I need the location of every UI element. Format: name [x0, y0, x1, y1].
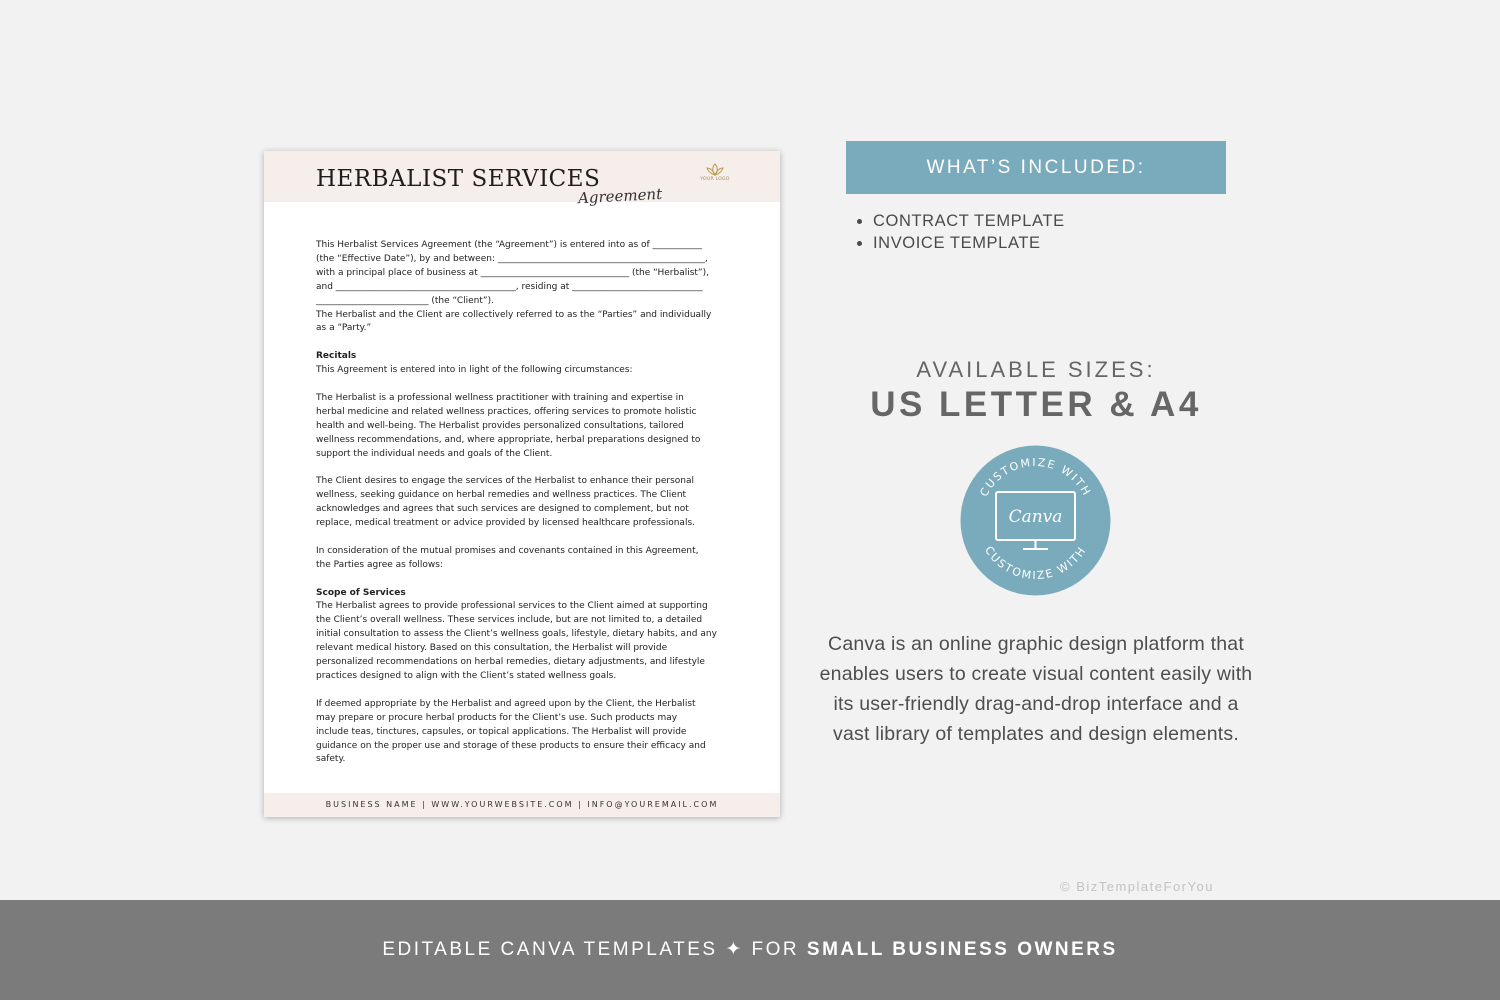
lotus-icon [706, 163, 724, 177]
document-title: HERBALIST SERVICES [316, 166, 601, 192]
document-footer: BUSINESS NAME | WWW.YOURWEBSITE.COM | INFO@YOUREMAIL.COM [264, 793, 780, 817]
doc-paragraph-scope: The Herbalist agrees to provide professional services to the Client aimed at supporting the Client’s overall wellness. These services include, but are not limited to, a detailed initial consultation to assess the Client’s wellness goals, lifestyle, dietary habits, and any relevant medical history. Based on this consultation, the Herbalist will provide personalized recommendations on herbal remedies, dietary adjustments, and lifestyle practices designed to align with the Client’s stated wellness goals. [316, 601, 717, 682]
included-item: CONTRACT TEMPLATE [856, 210, 1065, 232]
canva-logo-text: Canva [1008, 507, 1063, 527]
doc-paragraph-recitals-intro: This Agreement is entered into in light of the following circumstances: [316, 365, 633, 376]
included-item: INVOICE TEMPLATE [856, 232, 1065, 254]
sizes-label: AVAILABLE SIZES: [916, 357, 1156, 382]
doc-paragraph-products: If deemed appropriate by the Herbalist and agreed upon by the Client, the Herbalist may prepare or procure herbal products for the Client’s use. Such products may include teas, tinctures, capsules, or topical applications. The Herbalist will provide guidance on the proper use and storage of these products to ensure their efficacy and safety. [316, 698, 706, 765]
document-header [264, 151, 780, 208]
document-body [316, 239, 732, 767]
included-banner: WHAT’S INCLUDED: [846, 141, 1226, 194]
doc-heading-recitals: Recitals [316, 351, 357, 362]
bottom-banner [0, 900, 1500, 1000]
canva-description: Canva is an online graphic design platform that enables users to create visual content easily with its user-friendly drag-and-drop interface and a vast library of templates and design elements. [819, 633, 1253, 745]
bottom-banner-prefix: EDITABLE CANVA TEMPLATES ✦ FOR [382, 939, 807, 960]
document-logo [700, 163, 730, 182]
doc-paragraph-consideration: In consideration of the mutual promises and covenants contained in this Agreement, the Parties agree as follows: [316, 545, 699, 570]
included-list [856, 210, 1065, 254]
bottom-banner-strong: SMALL BUSINESS OWNERS [806, 939, 1118, 960]
sizes-value: US LETTER & A4 [870, 385, 1202, 424]
doc-heading-scope: Scope of Services [316, 587, 406, 598]
copyright-text: © BizTemplateForYou [1060, 879, 1214, 894]
doc-paragraph-client: The Client desires to engage the services of the Herbalist to enhance their personal wellness, seeking guidance on herbal remedies and wellness practices. The Client acknowledges and agrees that such services are designed to complement, but not replace, medical treatment or advice provided by licensed healthcare professionals. [316, 476, 695, 529]
logo-text: YOUR LOGO [700, 177, 730, 182]
badge-top-text: CUSTOMIZE WITH [977, 455, 1094, 499]
doc-paragraph-intro: This Herbalist Services Agreement (the “Agreement”) is entered into as of ___________ (the “Effective Date”), by and between: ______________________________________________, with a principal place of business at _________________________________ (the “Herbalist”), and ________________________________________, residing at _____________________________ _________________________ (the “Client”). The Herbalist and the Client are collectively referred to as the “Parties” and individually as a “Party.” [316, 240, 712, 334]
document-preview [264, 151, 780, 817]
badge-bottom-text: CUSTOMIZE WITH [981, 543, 1090, 583]
document-subtitle: Agreement [577, 184, 663, 208]
doc-paragraph-herbalist: The Herbalist is a professional wellness practitioner with training and expertise in herbal medicine and related wellness practices, offering services to promote holistic health and well-being. The Herbalist provides personalized consultations, tailored wellness recommendations, and, where appropriate, herbal preparations designed to support the individual needs and goals of the Client. [316, 392, 701, 459]
canva-badge [960, 445, 1111, 596]
